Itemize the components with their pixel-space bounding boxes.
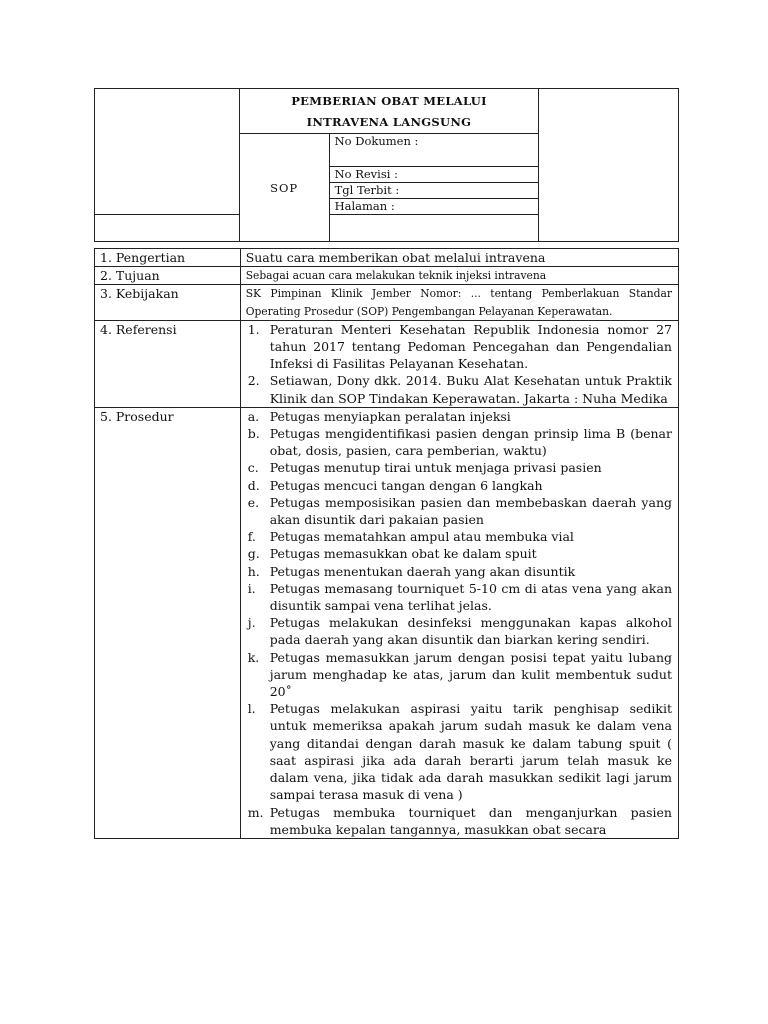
row-prosedur — [95, 407, 679, 838]
halaman-field: Halaman : — [329, 199, 539, 215]
step-text: Petugas menutup tirai untuk menjaga privasi pasien — [269, 460, 602, 476]
prosedur-list — [246, 408, 672, 838]
logo-left-cell — [95, 89, 240, 215]
header-table — [94, 88, 679, 242]
prosedur-step — [246, 477, 672, 494]
referensi-item — [246, 372, 672, 406]
step-marker: a. — [247, 408, 260, 424]
step-text: Petugas melakukan desinfeksi menggunakan kapas alkohol pada daerah yang akan disuntik dan biarkan kering sendiri. — [269, 615, 672, 648]
prosedur-step — [246, 528, 672, 545]
step-text: Petugas memasang tourniquet 5-10 cm di atas vena yang akan disuntik sampai vena terlihat jelas. — [269, 580, 672, 614]
step-marker: j. — [247, 615, 256, 631]
step-marker: f. — [247, 529, 256, 545]
sop-content-table — [94, 248, 679, 839]
step-text: Petugas memasukkan obat ke dalam spuit — [269, 546, 537, 562]
label-referensi: 4. Referensi — [95, 320, 241, 407]
referensi-list-cell — [240, 320, 678, 407]
prosedur-step — [246, 804, 672, 838]
step-text: Petugas mematahkan ampul atau membuka vial — [269, 529, 574, 545]
step-marker: e. — [247, 494, 260, 510]
prosedur-step — [246, 614, 672, 648]
text-kebijakan: SK Pimpinan Klinik Jember Nomor: ... tentang Pemberlakuan Standar Operating Prosedur (SOP) Pengembangan Pelayanan Keperawatan. — [240, 285, 678, 320]
title-line-1: PEMBERIAN OBAT MELALUI — [291, 94, 487, 108]
prosedur-step — [246, 545, 672, 562]
label-kebijakan: 3. Kebijakan — [95, 285, 241, 320]
sop-label: SOP — [239, 134, 329, 242]
label-pengertian: 1. Pengertian — [95, 249, 241, 267]
prosedur-list-cell — [240, 407, 678, 838]
text-tujuan: Sebagai acuan cara melakukan teknik injeksi intravena — [240, 267, 678, 285]
referensi-list — [246, 321, 672, 407]
prosedur-step — [246, 459, 672, 476]
step-marker: h. — [247, 563, 260, 579]
step-text: Petugas menentukan daerah yang akan disuntik — [269, 563, 576, 579]
step-marker: b. — [247, 426, 260, 442]
bottom-left-cell — [95, 215, 240, 242]
row-referensi — [95, 320, 679, 407]
referensi-text: Setiawan, Dony dkk. 2014. Buku Alat Kesehatan untuk Praktik Klinik dan SOP Tindakan Keperawatan. Jakarta : Nuha Medika — [269, 373, 672, 406]
prosedur-step — [246, 408, 672, 425]
referensi-item — [246, 321, 672, 373]
label-tujuan: 2. Tujuan — [95, 267, 241, 285]
tgl-terbit-field: Tgl Terbit : — [329, 183, 539, 199]
prosedur-step — [246, 580, 672, 614]
prosedur-step — [246, 563, 672, 580]
row-tujuan — [95, 267, 679, 285]
step-text: Petugas menyiapkan peralatan injeksi — [269, 408, 511, 424]
title-line-2: INTRAVENA LANGSUNG — [306, 115, 472, 129]
step-text: Petugas memasukkan jarum dengan posisi tepat yaitu lubang jarum menghadap ke atas, jarum dan kulit membentuk sudut 20˚ — [269, 649, 672, 700]
prosedur-step — [246, 494, 672, 528]
step-marker: g. — [247, 546, 260, 562]
text-pengertian: Suatu cara memberikan obat melalui intravena — [240, 249, 678, 267]
document-title — [239, 89, 539, 134]
step-text: Petugas memposisikan pasien dan membebaskan daerah yang akan disuntik dari pakaian pasien — [269, 494, 672, 528]
logo-right-cell — [539, 89, 679, 242]
step-text: Petugas membuka tourniquet dan menganjurkan pasien membuka kepalan tangannya, masukkan obat secara — [269, 804, 672, 837]
step-marker: k. — [247, 649, 260, 665]
step-marker: c. — [247, 460, 259, 476]
step-text: Petugas melakukan aspirasi yaitu tarik penghisap sedikit untuk memeriksa apakah jarum sudah masuk ke dalam vena yang ditandai dengan darah masuk ke dalam tabung spuit ( saat aspirasi jika ada darah berarti jarum telah masuk ke dalam vena, jika tidak ada darah masukkan sedikit lagi jarum sampai terasa masuk di vena ) — [269, 701, 672, 803]
prosedur-step — [246, 649, 672, 701]
step-text: Petugas mencuci tangan dengan 6 langkah — [269, 477, 543, 493]
prosedur-step — [246, 700, 672, 803]
referensi-marker: 2. — [247, 373, 260, 389]
step-marker: i. — [247, 580, 256, 596]
no-dokumen-field: No Dokumen : — [329, 134, 539, 167]
row-kebijakan — [95, 285, 679, 320]
no-revisi-field: No Revisi : — [329, 167, 539, 183]
prosedur-step — [246, 425, 672, 459]
referensi-text: Peraturan Menteri Kesehatan Republik Indonesia nomor 27 tahun 2017 tentang Pedoman Pencegahan dan Pengendalian Infeksi di Fasilitas Pelayanan Kesehatan. — [269, 321, 672, 372]
step-marker: d. — [247, 477, 260, 493]
step-marker: m. — [247, 804, 264, 820]
step-text: Petugas mengidentifikasi pasien dengan prinsip lima B (benar obat, dosis, pasien, cara pemberian, waktu) — [269, 426, 672, 459]
label-prosedur: 5. Prosedur — [95, 407, 241, 838]
step-marker: l. — [247, 701, 256, 717]
row-pengertian — [95, 249, 679, 267]
referensi-marker: 1. — [247, 321, 260, 337]
halaman-extension-cell — [329, 215, 539, 242]
